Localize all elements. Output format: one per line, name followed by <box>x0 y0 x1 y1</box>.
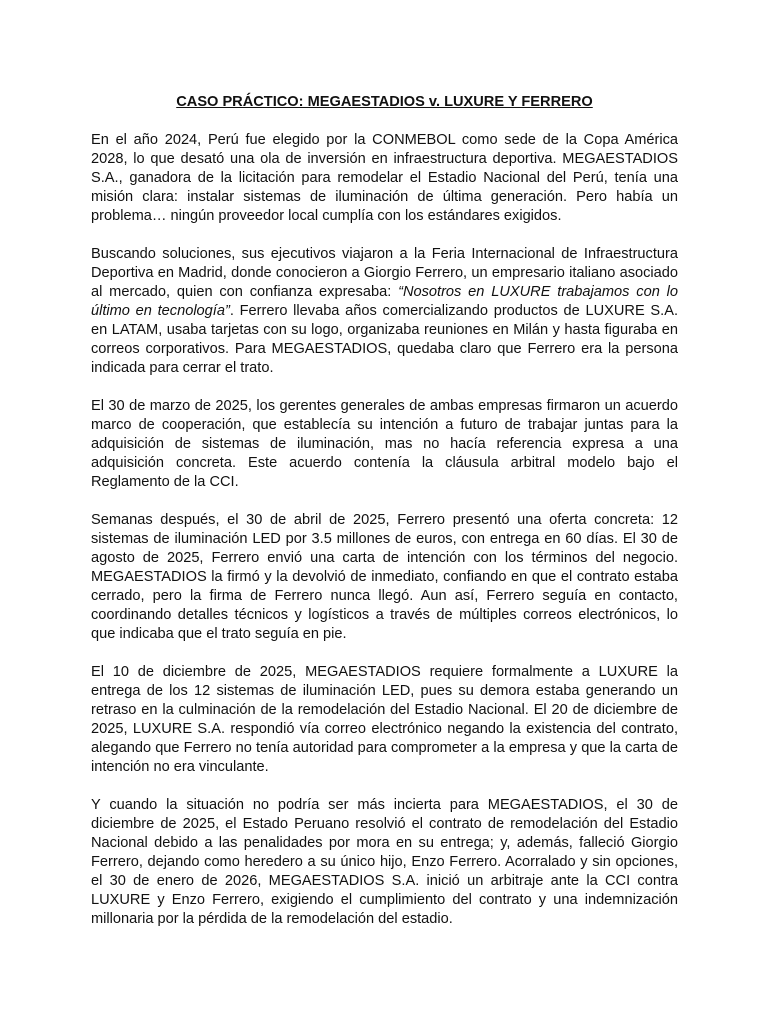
paragraph-1: En el año 2024, Perú fue elegido por la CONMEBOL como sede de la Copa América 2028, lo que desató una ola de inversión en infraestructura deportiva. MEGAESTADIOS S.A., ganadora de la licitación para remodelar el Estadio Nacional del Perú, tenía una misión clara: instalar sistemas de iluminación de última generación. Pero había un problema… ningún proveedor local cumplía con los estándares exigidos. <box>91 132 678 224</box>
paragraph-2-quote: “Nosotros en LUXURE trabajamos con lo último en tecnología” <box>91 284 679 319</box>
paragraph-2-text-after: . Ferrero llevaba años comercializando productos de LUXURE S.A. en LATAM, usaba tarjetas con su logo, organizaba reuniones en Milán y hasta figuraba en correos corporativos. Para MEGAESTADIOS, quedaba claro que Ferrero era la persona indicada para cerrar el trato. <box>91 303 678 376</box>
paragraph-2 <box>91 245 678 378</box>
paragraph-2-text-before: Buscando soluciones, sus ejecutivos viajaron a la Feria Internacional de Infraestructura Deportiva en Madrid, donde conocieron a Giorgio Ferrero, un empresario italiano asociado al mercado, quien con confianza expresaba: <box>91 246 678 300</box>
paragraph-6: Y cuando la situación no podría ser más incierta para MEGAESTADIOS, el 30 de diciembre de 2025, el Estado Peruano resolvió el contrato de remodelación del Estadio Nacional debido a las penalidades por mora en su entrega; y, además, falleció Giorgio Ferrero, dejando como heredero a su único hijo, Enzo Ferrero. Acorralado y sin opciones, el 30 de enero de 2026, MEGAESTADIOS S.A. inició un arbitraje ante la CCI contra LUXURE y Enzo Ferrero, exigiendo el cumplimiento del contrato y una indemnización millonaria por la pérdida de la remodelación del estadio. <box>91 797 678 927</box>
paragraph-5: El 10 de diciembre de 2025, MEGAESTADIOS requiere formalmente a LUXURE la entrega de los 12 sistemas de iluminación LED, pues su demora estaba generando un retraso en la culminación de la remodelación del Estadio Nacional. El 20 de diciembre de 2025, LUXURE S.A. respondió vía correo electrónico negando la existencia del contrato, alegando que Ferrero no tenía autoridad para comprometer a la empresa y que la carta de intención no era vinculante. <box>91 664 678 775</box>
document-page <box>91 93 678 948</box>
document-title: CASO PRÁCTICO: MEGAESTADIOS v. LUXURE Y FERRERO <box>176 94 593 110</box>
paragraph-3: El 30 de marzo de 2025, los gerentes generales de ambas empresas firmaron un acuerdo marco de cooperación, que establecía su intención a futuro de trabajar juntas para la adquisición de sistemas de iluminación, mas no hacía referencia expresa a una adquisición concreta. Este acuerdo contenía la cláusula arbitral modelo bajo el Reglamento de la CCI. <box>91 398 678 490</box>
paragraph-4: Semanas después, el 30 de abril de 2025, Ferrero presentó una oferta concreta: 12 sistemas de iluminación LED por 3.5 millones de euros, con entrega en 60 días. El 30 de agosto de 2025, Ferrero envió una carta de intención con los términos del negocio. MEGAESTADIOS la firmó y la devolvió de inmediato, confiando en que el contrato estaba cerrado, pero la firma de Ferrero nunca llegó. Aun así, Ferrero seguía en contacto, coordinando detalles técnicos y logísticos a través de múltiples correos electrónicos, lo que indicaba que el trato seguía en pie. <box>91 512 678 642</box>
